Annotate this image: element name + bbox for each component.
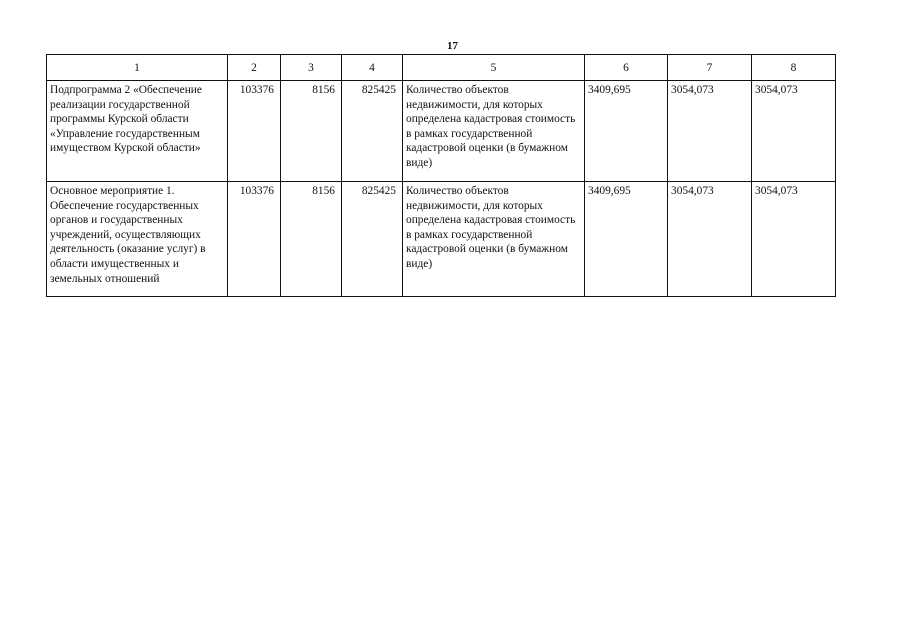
table-row xyxy=(47,182,836,297)
indicator-cell: Количество объектов недвижимости, для которых определена кадастровая стоимость в рамках государственной кадастровой оценки (в бумажном виде) xyxy=(403,182,585,297)
column-header: 4 xyxy=(342,55,403,81)
value-cell: 103376 xyxy=(228,81,281,182)
column-header: 3 xyxy=(281,55,342,81)
value-cell: 3054,073 xyxy=(668,182,752,297)
data-table xyxy=(46,54,836,297)
table-header-row xyxy=(47,55,836,81)
column-header: 8 xyxy=(752,55,836,81)
value-cell: 3409,695 xyxy=(585,81,668,182)
column-header: 7 xyxy=(668,55,752,81)
column-header: 5 xyxy=(403,55,585,81)
value-cell: 3054,073 xyxy=(668,81,752,182)
value-cell: 825425 xyxy=(342,81,403,182)
program-name-cell: Подпрограмма 2 «Обеспечение реализации государственной программы Курской области «Управление государственным имуществом Курской области» xyxy=(47,81,228,182)
value-cell: 3054,073 xyxy=(752,182,836,297)
value-cell: 8156 xyxy=(281,81,342,182)
page-number: 17 xyxy=(447,40,458,52)
column-header: 1 xyxy=(47,55,228,81)
indicator-cell: Количество объектов недвижимости, для которых определена кадастровая стоимость в рамках государственной кадастровой оценки (в бумажном виде) xyxy=(403,81,585,182)
table-row xyxy=(47,81,836,182)
value-cell: 3054,073 xyxy=(752,81,836,182)
value-cell: 8156 xyxy=(281,182,342,297)
program-name-cell: Основное мероприятие 1. Обеспечение государственных органов и государственных учреждений, осуществляющих деятельность (оказание услуг) в области имущественных и земельных отношений xyxy=(47,182,228,297)
value-cell: 3409,695 xyxy=(585,182,668,297)
value-cell: 103376 xyxy=(228,182,281,297)
column-header: 6 xyxy=(585,55,668,81)
column-header: 2 xyxy=(228,55,281,81)
value-cell: 825425 xyxy=(342,182,403,297)
